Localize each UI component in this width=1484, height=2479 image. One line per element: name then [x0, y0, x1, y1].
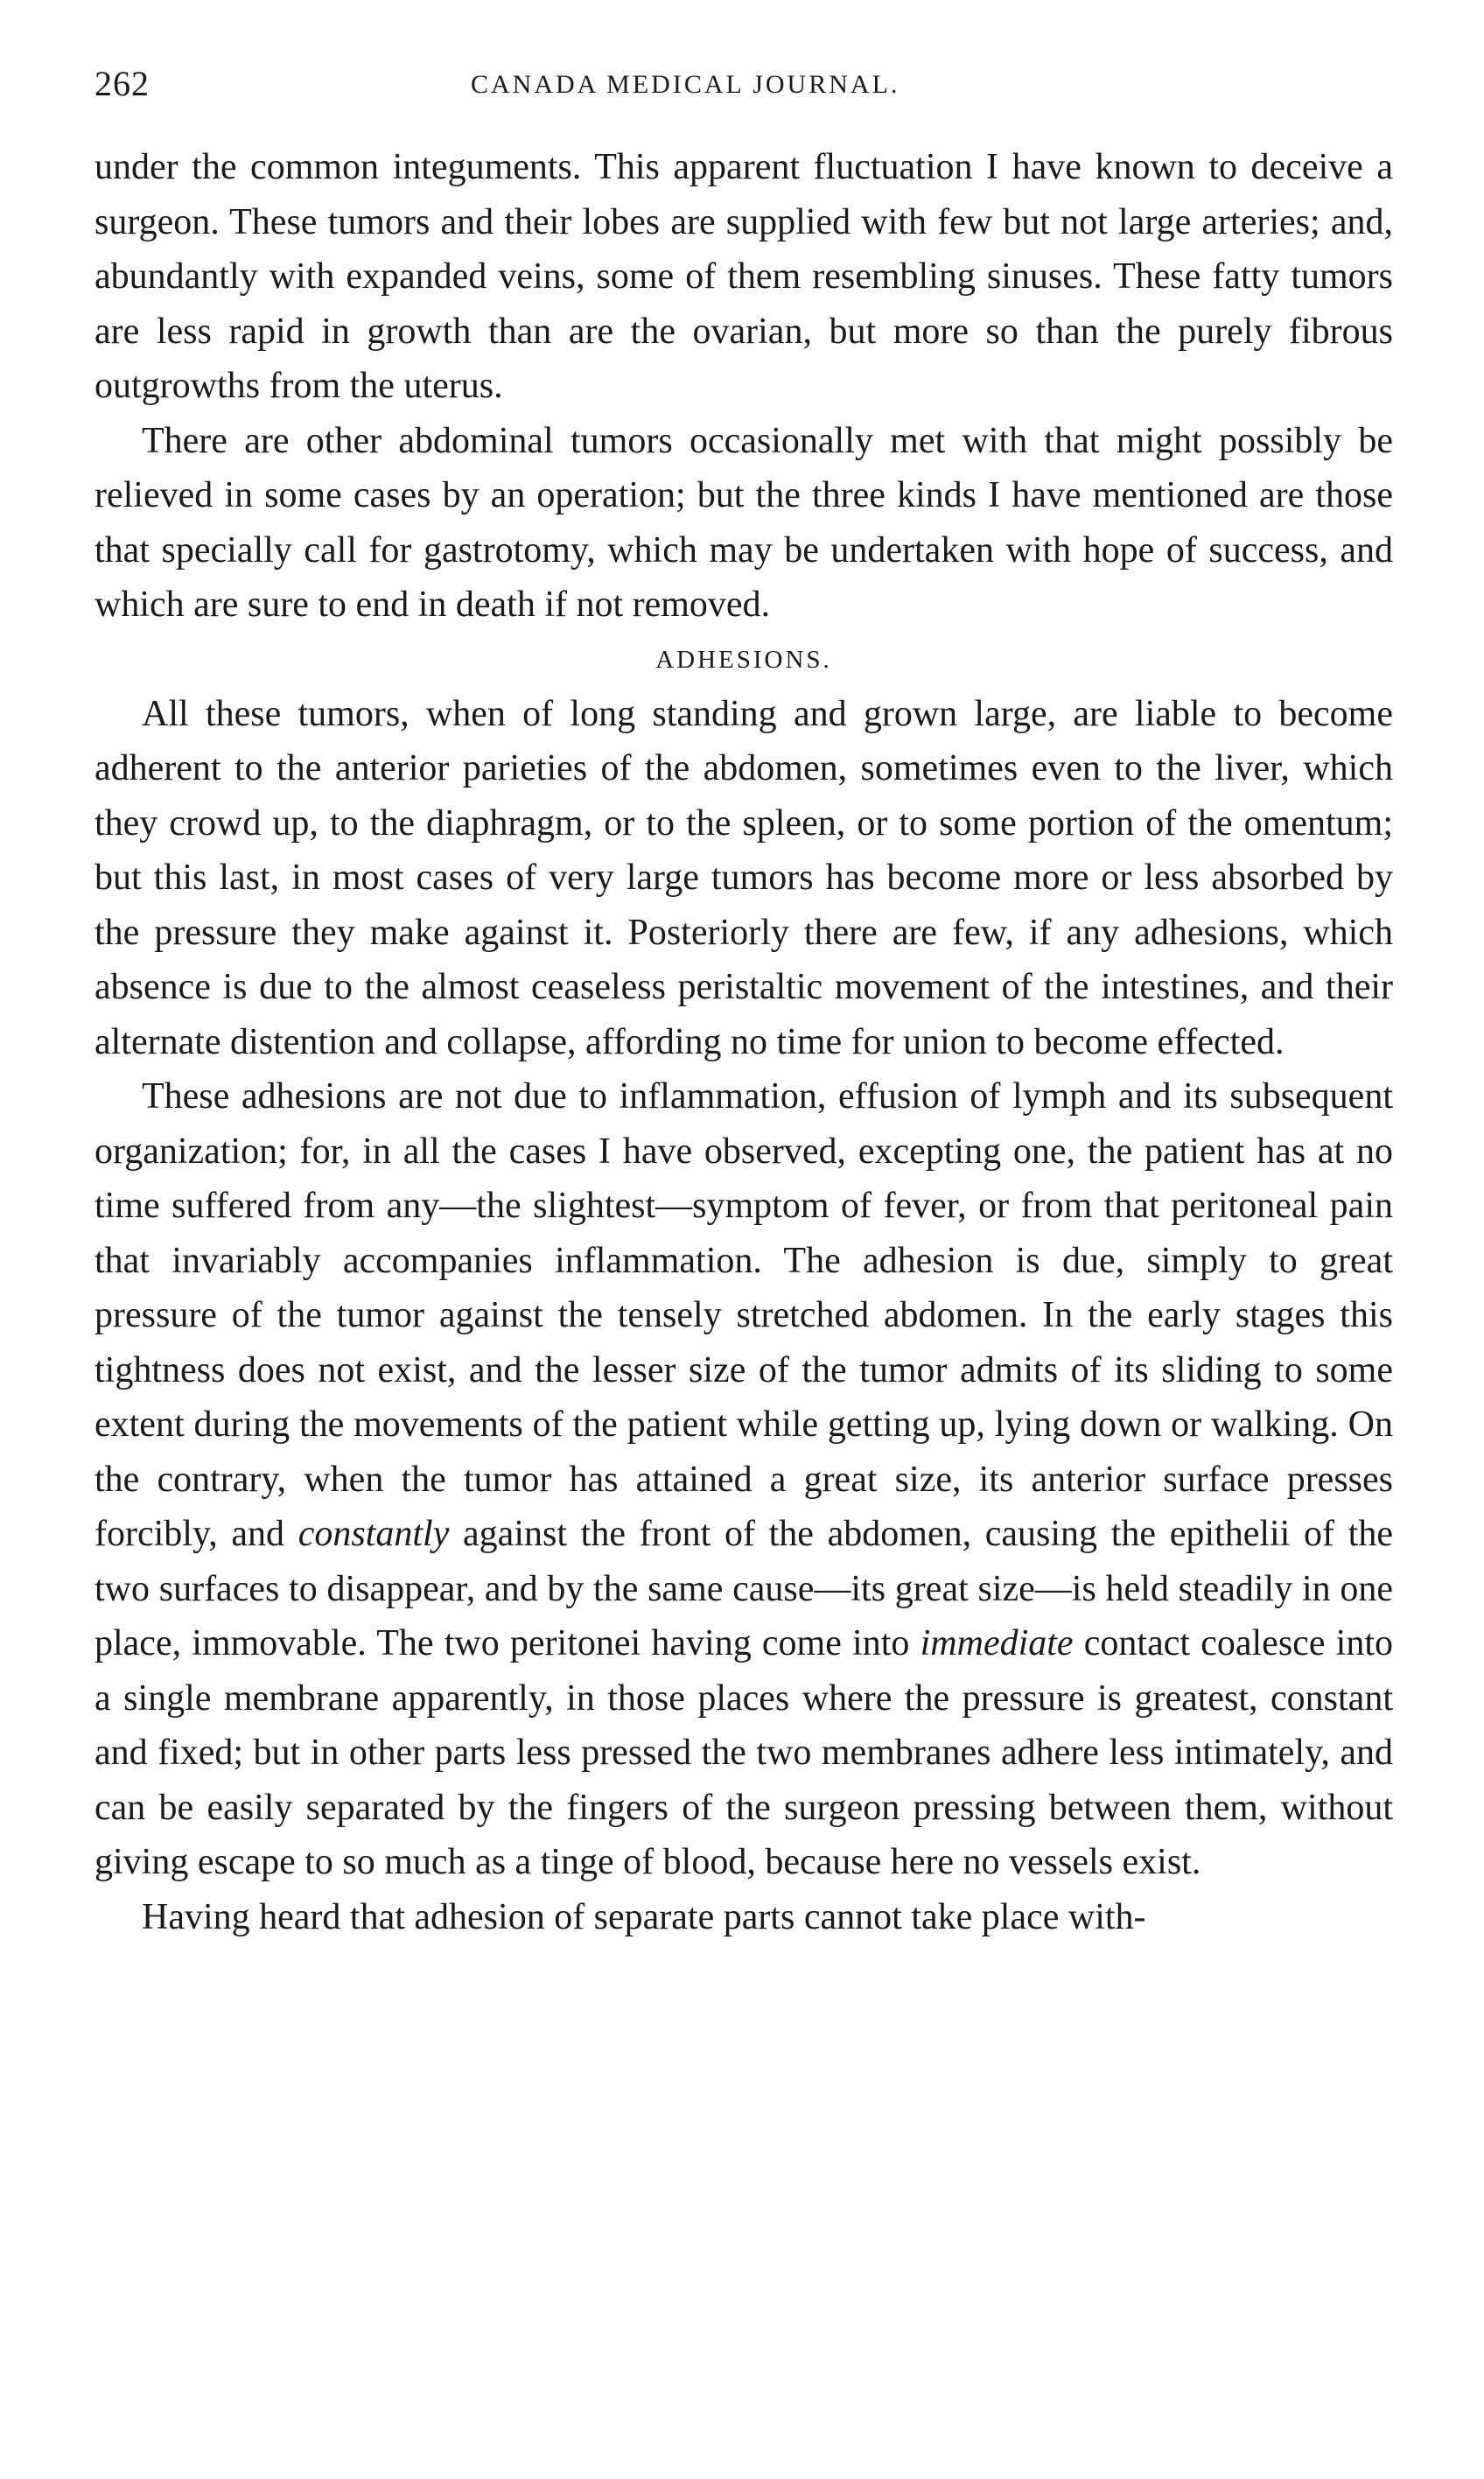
paragraph-adhesions-intro: All these tumors, when of long standing and grown large, are liable to become adherent to the anterior parieties of the abdomen, sometimes even to the liver, which they crowd up, to the diaphragm, or to the spleen, or to some portion of the omentum; but this last, in most cases of very large tumors has become more or less absorbed by the pressure they make against it. Posteriorly there are few, if any adhesions, which absence is due to the almost ceaseless peristaltic movement of the intestines, and their alternate distention and collapse, affording no time for union to become effected.: [94, 693, 1393, 1062]
text-run: contact coalesce into a single membrane apparently, in those places where the pressure is greatest, constant and fixed; but in other parts less pressed the two membranes adhere less intimately, and can be easily separated by the fingers of the surgeon pressing between them, without giving escape to so much as a tinge of blood, because here no vessels exist.: [94, 1623, 1393, 1882]
journal-page: [94, 63, 1393, 1944]
italic-constantly: constantly: [298, 1514, 450, 1554]
page-header: [94, 63, 1393, 124]
text-run: These adhesions are not due to inflammation, effusion of lymph and its subsequent organization; for, in all the cases I have observed, excepting one, the patient has at no time suffered from any—the slightest—symptom of fever, or from that peritoneal pain that invariably accompanies inflammation. The adhesion is due, simply to great pressure of the tumor against the tensely stretched abdomen. In the early stages this tightness does not exist, and the lesser size of the tumor admits of its sliding to some extent during the movements of the patient while getting up, lying down or walking. On the contrary, when the tumor has attained a great size, its anterior surface presses forcibly, and: [94, 1076, 1393, 1554]
running-head: CANADA MEDICAL JOURNAL.: [471, 70, 900, 99]
italic-immediate: immediate: [920, 1623, 1074, 1663]
page-number: 262: [94, 64, 150, 103]
paragraph-other-tumors: There are other abdominal tumors occasionally met with that might possibly be relieved in some cases by an operation; but the three kinds I have mentioned are those that specially call for gastrotomy, which may be undertaken with hope of success, and which are sure to end in death if not removed.: [94, 420, 1393, 625]
paragraph-adhesions-cause: [94, 1069, 1393, 1890]
paragraph-continuation: under the common integuments. This apparent fluctuation I have known to deceive a surgeon. These tumors and their lobes are supplied with few but not large arteries; and, abundantly with expanded veins, some of them resembling sinuses. These fatty tumors are less rapid in growth than are the ovarian, but more so than the purely fibrous outgrowths from the uterus.: [94, 147, 1393, 406]
paragraph-final-line: Having heard that adhesion of separate parts cannot take place with-: [142, 1896, 1146, 1937]
text-run: against the front of the abdomen, causing the epithelii of the two surfaces to disappear, and by the same cause—its great size—is held steadily in one place, immovable. The two peritonei having come into: [94, 1514, 1393, 1663]
body-text: [94, 140, 1393, 1944]
section-heading-adhesions: ADHESIONS.: [655, 645, 832, 674]
